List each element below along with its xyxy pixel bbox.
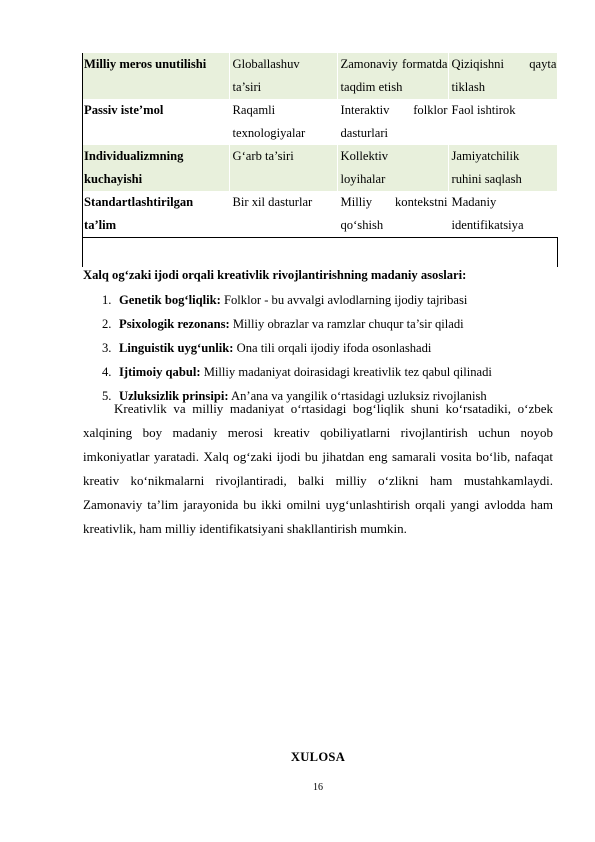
cell-text: Interaktiv folklor dasturlari: [340, 103, 448, 140]
list-number: 3.: [102, 341, 112, 355]
table-cell: [337, 99, 448, 145]
list-number: 5.: [102, 389, 112, 403]
list-description: An’ana va yangilik o‘rtasidagi uzluksiz rivojlanish: [231, 389, 487, 403]
list-term: Linguistik uyg‘unlik:: [119, 341, 234, 355]
list-term: Uzluksizlik prinsipi:: [119, 389, 229, 403]
list-term: Ijtimoiy qabul:: [119, 365, 201, 379]
table-cell: [337, 145, 448, 191]
table-cell: [448, 53, 557, 99]
list-item: [83, 336, 492, 360]
cell-text: Madaniy identifikatsiya: [451, 195, 524, 232]
cell-text: Zamonaviy formatda taqdim etish: [340, 57, 448, 94]
list-description: Folklor - bu avvalgi avlodlarning ijodiy tajribasi: [223, 293, 468, 307]
table-cell: G‘arb ta’siri: [229, 145, 337, 191]
list-description: Ona tili orqali ijodiy ifoda osonlashadi: [236, 341, 432, 355]
cell-text: Standartlashtirilgan ta’lim: [84, 195, 194, 232]
list-number: 2.: [102, 317, 112, 331]
list-number: 4.: [102, 365, 112, 379]
table-cell: [448, 145, 557, 191]
body-paragraph: Kreativlik va milliy madaniyat o‘rtasidagi bog‘liqlik shuni ko‘rsatadiki, o‘zbek xalqining boy madaniy merosi kreativ qobiliyatlarni rivojlantirish uchun noyob imkoniyatlar yaratadi. Xalq og‘zaki ijodi bu jihatdan eng samarali vosita bo‘lib, nafaqat kreativ ko‘nikmalarni rivojlantiradi, balki milliy o‘zlikni ham mustahkamlaydi. Zamonaviy ta’lim jarayonida bu ikki omilni uyg‘unlashtirish orqali yangi avlodda ham kreativlik, ham milliy identifikatsiyani shakllantirish mumkin.: [83, 401, 553, 536]
table-cell: Bir xil dasturlar: [229, 191, 337, 238]
list-description: Milliy obrazlar va ramzlar chuqur ta’sir qiladi: [232, 317, 464, 331]
cell-text: Kollektiv loyihalar: [340, 149, 389, 186]
cell-text: Jamiyatchilik ruhini saqlash: [451, 149, 522, 186]
list-term: Genetik bog‘liqlik:: [119, 293, 221, 307]
list-number: 1.: [102, 293, 112, 307]
list-item: [83, 288, 492, 312]
table-cell: Faol ishtirok: [448, 99, 557, 145]
page-number: 16: [313, 782, 323, 793]
cell-text: Raqamli texnologiyalar: [232, 103, 306, 140]
cell-text: Individualizmning kuchayishi: [84, 149, 184, 186]
table-cell: Milliy meros unutilishi: [83, 53, 229, 99]
section-heading: Xalq og‘zaki ijodi orqali kreativlik rivojlantirishning madaniy asoslari:: [83, 268, 467, 282]
cell-text: Qiziqishni qayta tiklash: [451, 57, 557, 94]
table-cell: [337, 191, 448, 238]
cell-text: Milliy kontekstni qo‘shish: [340, 195, 448, 232]
table-cell: [229, 99, 337, 145]
list-item: [83, 312, 492, 336]
cell-text: Globallashuv ta’siri: [232, 57, 300, 94]
comparison-table: [83, 53, 558, 238]
table-cell: [337, 53, 448, 99]
table-cell: [83, 145, 229, 191]
conclusion-heading: XULOSA: [290, 750, 346, 764]
principles-list: [83, 288, 492, 408]
table-row: [83, 53, 557, 99]
table-cell: [83, 191, 229, 238]
table-cell: [229, 53, 337, 99]
table-cell: [448, 191, 557, 238]
list-term: Psixologik rezonans:: [119, 317, 230, 331]
list-description: Milliy madaniyat doirasidagi kreativlik tez qabul qilinadi: [203, 365, 492, 379]
table-row: [83, 99, 557, 145]
table-row: [83, 191, 557, 238]
list-item: [83, 360, 492, 384]
table-cell: Passiv iste’mol: [83, 99, 229, 145]
table-row: [83, 145, 557, 191]
